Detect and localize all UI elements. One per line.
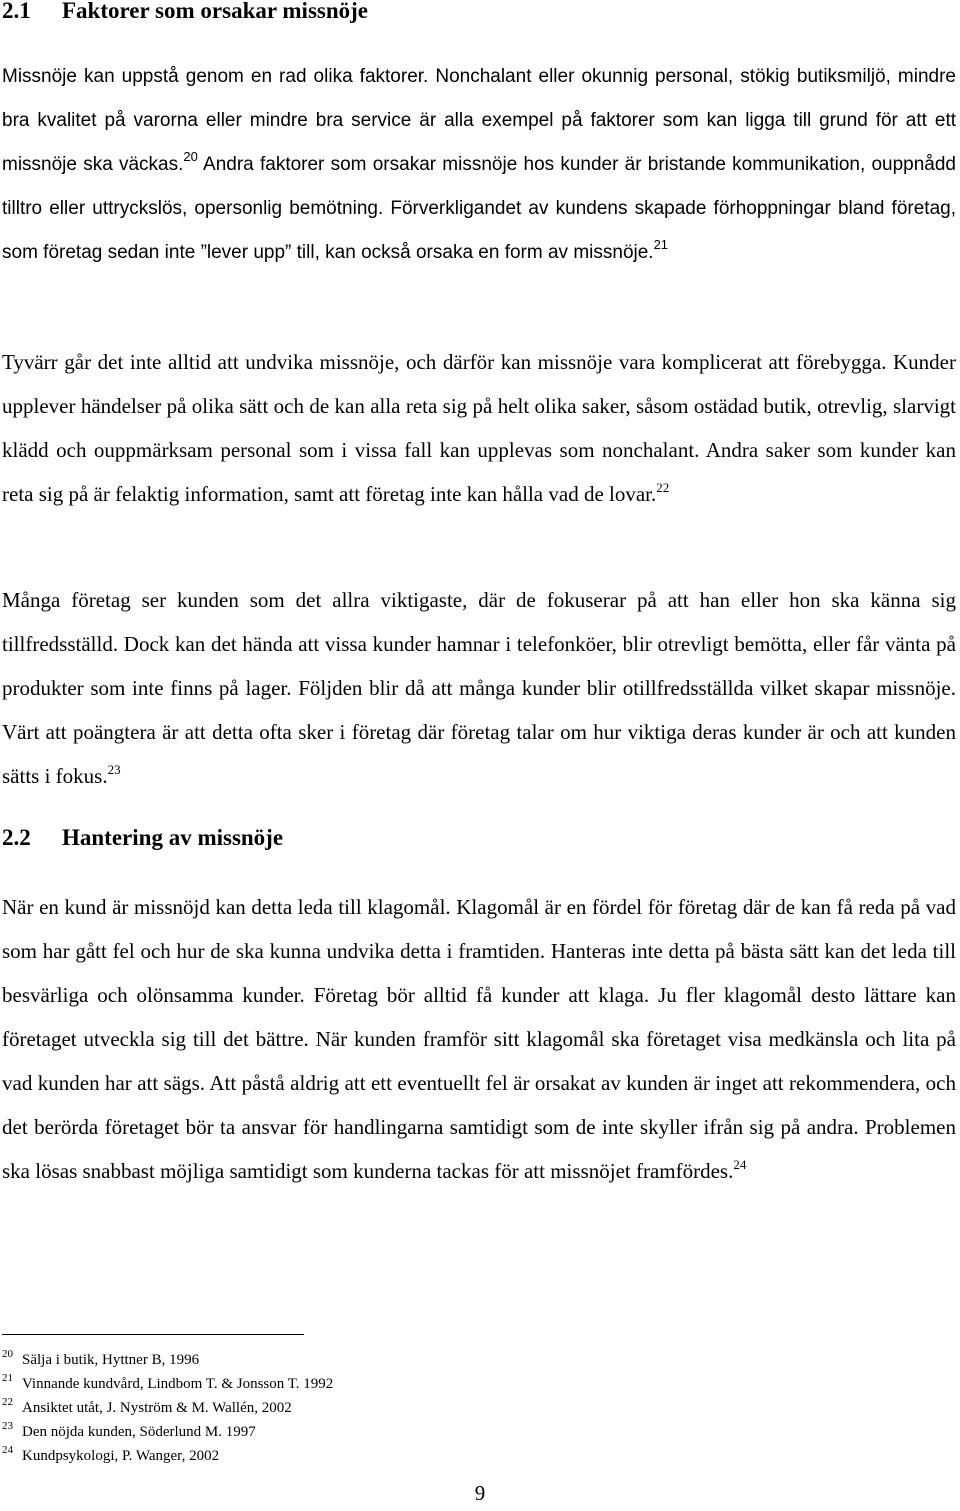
section-number: 2.2 [2, 825, 31, 850]
section-title: Faktorer som orsakar missnöje [62, 0, 369, 23]
footnote-list [2, 1348, 333, 1468]
paragraph-text: Många företag ser kunden som det allra viktigaste, där de fokuserar på att han eller hon ska känna sig tillfredsställd. Dock kan det hända att vissa kunder hamnar i telefonköer, blir otrevligt bemötta, eller får vänta på produkter som inte finns på lager. Följden blir då att många kunder blir otillfredsställda vilket skapar missnöje. Värt att poängtera är att detta ofta sker i företag där företag talar om hur viktiga deras kunder är och att kunden sätts i fokus. [2, 588, 956, 788]
page-number: 9 [474, 1481, 486, 1505]
footnote-text: Den nöjda kunden, Söderlund M. 1997 [22, 1424, 256, 1440]
paragraph-text: När en kund är missnöjd kan detta leda till klagomål. Klagomål är en fördel för företag där de kan få reda på vad som har gått fel och hur de ska kunna undvika detta i framtiden. Hanteras inte detta på bästa sätt kan det leda till besvärliga och olönsamma kunder. Företag bör alltid få kunder att klaga. Ju fler klagomål desto lättare kan företaget utveckla sig till det bättre. När kunden framför sitt klagomål ska företaget visa medkänsla och lita på vad kunden har att sägs. Att påstå aldrig att ett eventuellt fel är orsakat av kunden är inget att rekommendera, och det berörda företaget bör ta ansvar för handlingarna samtidigt som de inte skyller ifrån sig på andra. Problemen ska lösas snabbast möjliga samtidigt som kunderna tackas för att missnöjet framfördes. [2, 895, 956, 1183]
footnote: 23 Den nöjda kunden, Söderlund M. 1997 [2, 1420, 256, 1440]
paragraph-prevention [2, 340, 956, 516]
section-title: Hantering av missnöje [62, 825, 284, 850]
footnote: 22 Ansiktet utåt, J. Nyström & M. Wallén, 2002 [2, 1396, 292, 1416]
paragraph-text: Missnöje kan uppstå genom en rad olika faktorer. Nonchalant eller okunnig personal, stökig butiksmiljö, mindre bra kvalitet på varorna eller mindre bra service är alla exempel på faktorer som kan ligga till grund för att ett missnöje ska väckas. [2, 66, 956, 175]
section-number: 2.1 [2, 0, 31, 23]
footnote: 20 Sälja i butik, Hyttner B, 1996 [2, 1348, 200, 1368]
footnote-ref-20: 20 [183, 149, 198, 164]
footnote: 21 Vinnande kundvård, Lindbom T. & Jonsson T. 1992 [2, 1372, 334, 1392]
footnote-ref-22: 22 [656, 480, 670, 495]
footnote-text: Kundpsykologi, P. Wanger, 2002 [22, 1448, 220, 1464]
section-heading-2-2 [2, 825, 283, 851]
footnote-ref-21: 21 [653, 237, 669, 252]
paragraph-text: Andra faktorer som orsakar missnöje hos kunder är bristande kommunikation, ouppnådd tilltro eller uttryckslös, opersonlig bemötning. Förverkligandet av kundens skapade förhoppningar bland företag, som företag sedan inte ”lever upp” till, kan också orsaka en form av missnöje. [2, 154, 956, 263]
footnote-ref-24: 24 [733, 1157, 747, 1172]
paragraph-handling [2, 885, 956, 1193]
paragraph-factors [2, 55, 956, 275]
footnote-ref-23: 23 [107, 762, 121, 777]
footnote-text: Ansiktet utåt, J. Nyström & M. Wallén, 2002 [22, 1400, 292, 1416]
paragraph-text: Tyvärr går det inte alltid att undvika missnöje, och därför kan missnöje vara komplicerat att förebygga. Kunder upplever händelser på olika sätt och de kan alla reta sig på helt olika saker, såsom ostädad butik, otrevlig, slarvigt klädd och ouppmärksam personal som i vissa fall kan upplevas som nonchalant. Andra saker som kunder kan reta sig på är felaktig information, samt att företag inte kan hålla vad de lovar. [2, 350, 956, 506]
section-heading-2-1 [2, 0, 368, 24]
paragraph-satisfaction [2, 578, 956, 798]
footnote-text: Sälja i butik, Hyttner B, 1996 [22, 1352, 200, 1368]
footnote: 24 Kundpsykologi, P. Wanger, 2002 [2, 1444, 220, 1464]
footnote-separator [2, 1334, 304, 1335]
footnote-text: Vinnande kundvård, Lindbom T. & Jonsson T. 1992 [22, 1376, 334, 1392]
